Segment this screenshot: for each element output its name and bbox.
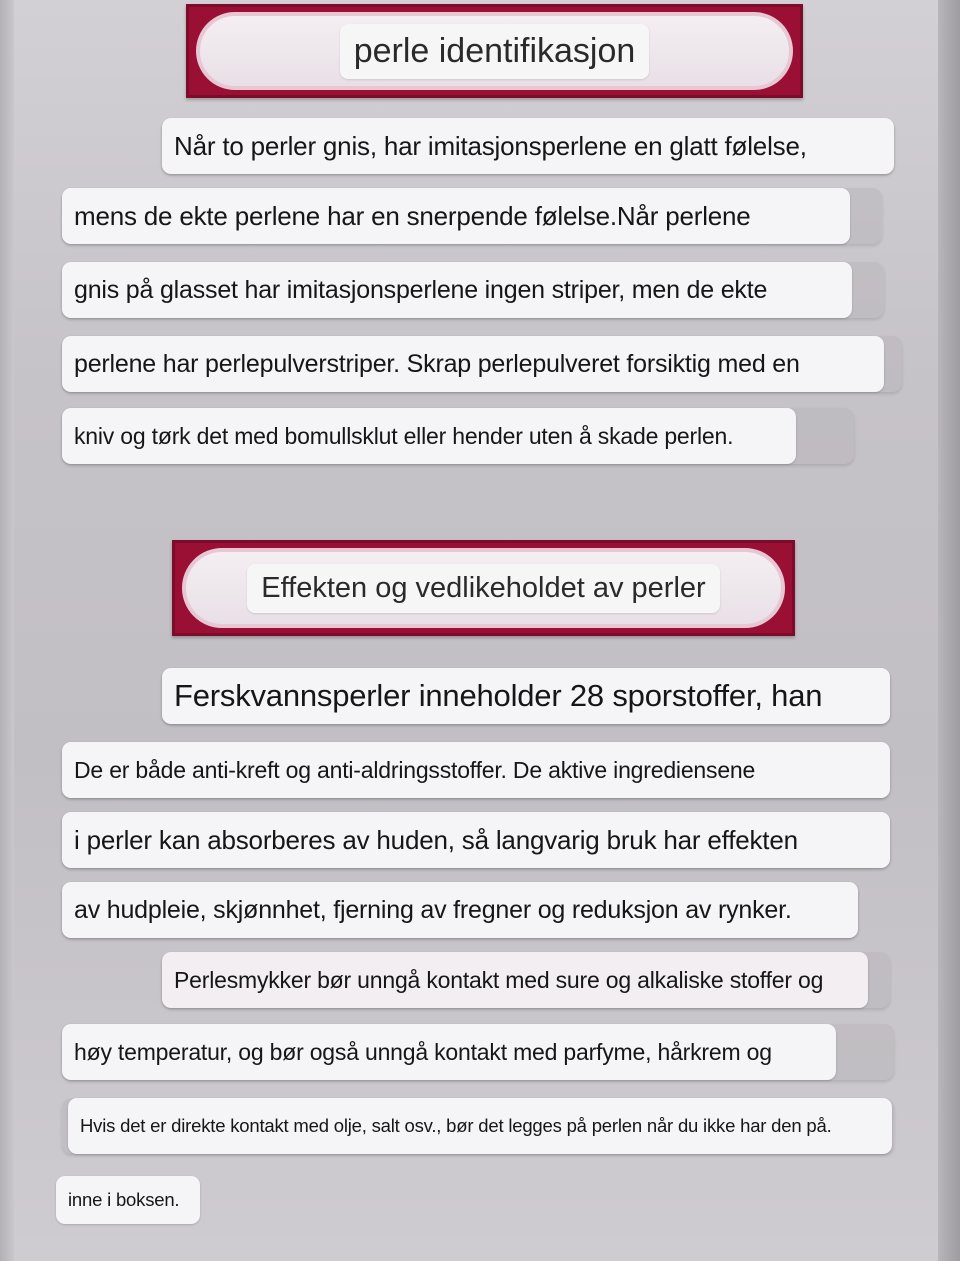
section1-line-4: perlene har perlepulverstriper. Skrap perlepulveret forsiktig med en xyxy=(62,336,884,392)
page-edge-left xyxy=(0,0,14,1261)
section1-line-4-strip xyxy=(62,336,902,392)
section2-line-6: høy temperatur, og bør også unngå kontakt med parfyme, hårkrem og xyxy=(62,1024,836,1080)
section2-line-2: De er både anti-kreft og anti-aldringsstoffer. De aktive ingrediensene xyxy=(62,742,890,798)
section2-title: Effekten og vedlikeholdet av perler xyxy=(247,564,719,613)
section2-title-pill xyxy=(182,548,785,628)
section2-line-7: Hvis det er direkte kontakt med olje, salt osv., bør det legges på perlen når du ikke har den på. xyxy=(68,1098,892,1154)
section1-line-1: Når to perler gnis, har imitasjonsperlene en glatt følelse, xyxy=(162,118,894,174)
section2-line-2-strip xyxy=(62,742,890,798)
section1-title-frame xyxy=(186,4,803,98)
section1-title-pill xyxy=(196,12,793,90)
page-edge-right xyxy=(938,0,960,1261)
section2-line-3-strip xyxy=(62,812,890,868)
section1-line-2-strip xyxy=(62,188,882,244)
section2-line-5-strip xyxy=(162,952,890,1008)
section1-line-5-strip xyxy=(62,408,854,464)
section2-line-1-strip xyxy=(162,668,890,724)
section1-line-5: kniv og tørk det med bomullsklut eller hender uten å skade perlen. xyxy=(62,408,796,464)
section2-line-8-strip xyxy=(56,1176,200,1224)
section1-line-2: mens de ekte perlene har en snerpende følelse.Når perlene xyxy=(62,188,850,244)
section1-title: perle identifikasjon xyxy=(340,24,650,79)
section2-line-6-strip xyxy=(62,1024,894,1080)
section2-line-7-strip xyxy=(62,1098,894,1154)
section1-line-1-strip xyxy=(162,118,894,174)
section2-line-8: inne i boksen. xyxy=(56,1176,200,1224)
section1-line-3: gnis på glasset har imitasjonsperlene ingen striper, men de ekte xyxy=(62,262,852,318)
section2-line-3: i perler kan absorberes av huden, så langvarig bruk har effekten xyxy=(62,812,890,868)
section2-line-4-strip xyxy=(62,882,858,938)
section2-line-5: Perlesmykker bør unngå kontakt med sure og alkaliske stoffer og xyxy=(162,952,868,1008)
section2-line-4: av hudpleie, skjønnhet, fjerning av fregner og reduksjon av rynker. xyxy=(62,882,858,938)
section2-title-frame xyxy=(172,540,795,636)
section1-line-3-strip xyxy=(62,262,884,318)
section2-line-1: Ferskvannsperler inneholder 28 sporstoffer, han xyxy=(162,668,890,724)
